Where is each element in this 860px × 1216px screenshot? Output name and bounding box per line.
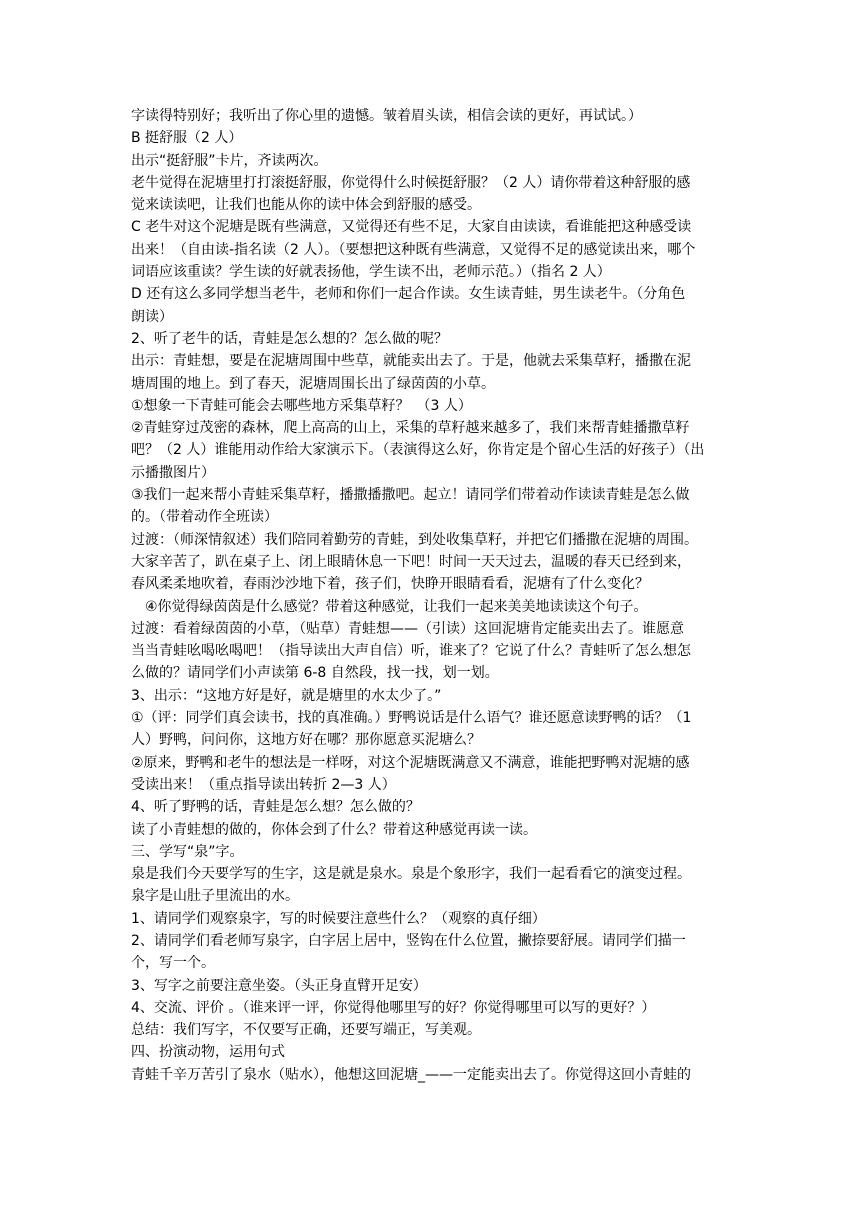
text-line: 1、请同学们观察泉字，写的时候要注意些什么？（观察的真仔细）: [131, 910, 546, 927]
text-line: ④你觉得绿茵茵是什么感觉？带着这种感觉，让我们一起来美美地读读这个句子。: [131, 598, 648, 615]
text-line: 受读出来！（重点指导读出转折 2—3 人）: [131, 776, 396, 793]
text-line: ②原来，野鸭和老牛的想法是一样呀，对这个泥塘既满意又不满意，谁能把野鸭对泥塘的感: [131, 754, 690, 771]
text-line: 春风柔柔地吹着，春雨沙沙地下着，孩子们，快睁开眼睛看看，泥塘有了什么变化？: [131, 576, 649, 593]
text-line: 觉来读读吧，让我们也能从你的读中体会到舒服的感受。: [131, 197, 481, 214]
text-line: 出示“挺舒服”卡片，齐读两次。: [131, 152, 328, 169]
text-line: 出示：青蛙想，要是在泥塘周围中些草，就能卖出去了。于是，他就去采集草籽，播撒在泥: [131, 353, 691, 370]
text-line: 词语应该重读？学生读的好就表扬他，学生读不出，老师示范。）（指名 2 人）: [131, 264, 611, 281]
text-line: C 老牛对这个泥塘是既有些满意，又觉得还有些不足，大家自由读读，看谁能把这种感受读: [131, 219, 692, 236]
text-line: 三、学写“泉”字。: [131, 843, 244, 860]
text-line: 的。（带着动作全班读）: [131, 509, 278, 526]
text-line: D 还有这么多同学想当老牛，老师和你们一起合作读。女生读青蛙，男生读老牛。（分角色: [131, 286, 686, 303]
text-line: 人）野鸭，问问你，这地方好在哪？那你愿意买泥塘么？: [131, 732, 481, 749]
text-line: ①（评：同学们真会读书，找的真准确。）野鸭说话是什么语气？谁还愿意读野鸭的话？（1: [131, 710, 692, 727]
text-line: 总结：我们写字，不仅要写正确，还要写端正，写美观。: [131, 1022, 481, 1039]
text-line: 老牛觉得在泥塘里打打滚挺舒服，你觉得什么时候挺舒服？（2 人）请你带着这种舒服的感: [131, 174, 691, 191]
text-line: 读了小青蛙想的做的，你体会到了什么？带着这种感觉再读一读。: [131, 821, 537, 838]
text-line: 当当青蛙吆喝吆喝吧！（指导读出大声自信）听，谁来了？它说了什么？青蛙听了怎么想怎: [131, 643, 691, 660]
text-line: 四、扮演动物，运用句式: [131, 1044, 285, 1061]
text-line: 2、请同学们看老师写泉字，白字居上居中，竖钩在什么位置，撇捺要舒展。请同学们描一: [131, 932, 686, 949]
text-line: 塘周围的地上。到了春天，泥塘周围长出了绿茵茵的小草。: [131, 375, 495, 392]
text-line: B 挺舒服（2 人）: [131, 130, 243, 147]
text-line: 个，写一个。: [131, 955, 215, 972]
text-line: 3、写字之前要注意坐姿。（头正身直臂开足安）: [131, 977, 427, 994]
text-line: 泉字是山肚子里流出的水。: [131, 888, 299, 905]
text-line: 2、听了老牛的话，青蛙是怎么想的？怎么做的呢？: [131, 330, 448, 347]
text-line: 青蛙千辛万苦引了泉水（贴水），他想这回泥塘_——一定能卖出去了。你觉得这回小青蛙的: [131, 1066, 691, 1083]
text-line: 大家辛苦了，趴在桌子上、闭上眼睛休息一下吧！时间一天天过去，温暖的春天已经到来，: [131, 553, 691, 570]
text-line: ③我们一起来帮小青蛙采集草籽，播撒播撒吧。起立！请同学们带着动作读读青蛙是怎么做: [131, 487, 690, 504]
text-line: ①想象一下青蛙可能会去哪些地方采集草籽？ （3 人）: [131, 397, 472, 414]
text-line: 4、交流、评价 。（谁来评一评，你觉得他哪里写的好？你觉得哪里可以写的更好？）: [131, 999, 656, 1016]
text-line: 4、听了野鸭的话，青蛙是怎么想？怎么做的？: [131, 799, 420, 816]
text-line: 出来！（自由读-指名读（2 人）。（要想把这种既有些满意，又觉得不足的感觉读出来，哪个: [131, 241, 696, 258]
text-line: ②青蛙穿过茂密的森林，爬上高高的山上，采集的草籽越来越多了，我们来帮青蛙播撒草籽: [131, 420, 690, 437]
text-line: 过渡：（师深情叙述）我们陪同着勤劳的青蛙，到处收集草籽，并把它们播撒在泥塘的周围。: [131, 531, 698, 548]
text-line: 朗读）: [131, 308, 173, 325]
text-line: 字读得特别好；我听出了你心里的遗憾。皱着眉头读，相信会读的更好，再试试。）: [131, 108, 642, 124]
text-line: 么做的？请同学们小声读第 6-8 自然段，找一找，划一划。: [131, 665, 499, 682]
text-line: 过渡：看着绿茵茵的小草，（贴草）青蛙想——（引读）这回泥塘肯定能卖出去了。谁愿意: [131, 620, 684, 637]
document-body: [131, 105, 729, 1086]
text-line: 3、出示：“这地方好是好，就是塘里的水太少了。”: [131, 687, 442, 704]
text-line: 泉是我们今天要学写的生字，这是就是泉水。泉是个象形字，我们一起看看它的演变过程。: [131, 866, 691, 883]
text-line: 吧？（2 人）谁能用动作给大家演示下。（表演得这么好，你肯定是个留心生活的好孩子）（出: [131, 442, 705, 459]
text-line: 示播撒图片）: [131, 464, 215, 481]
